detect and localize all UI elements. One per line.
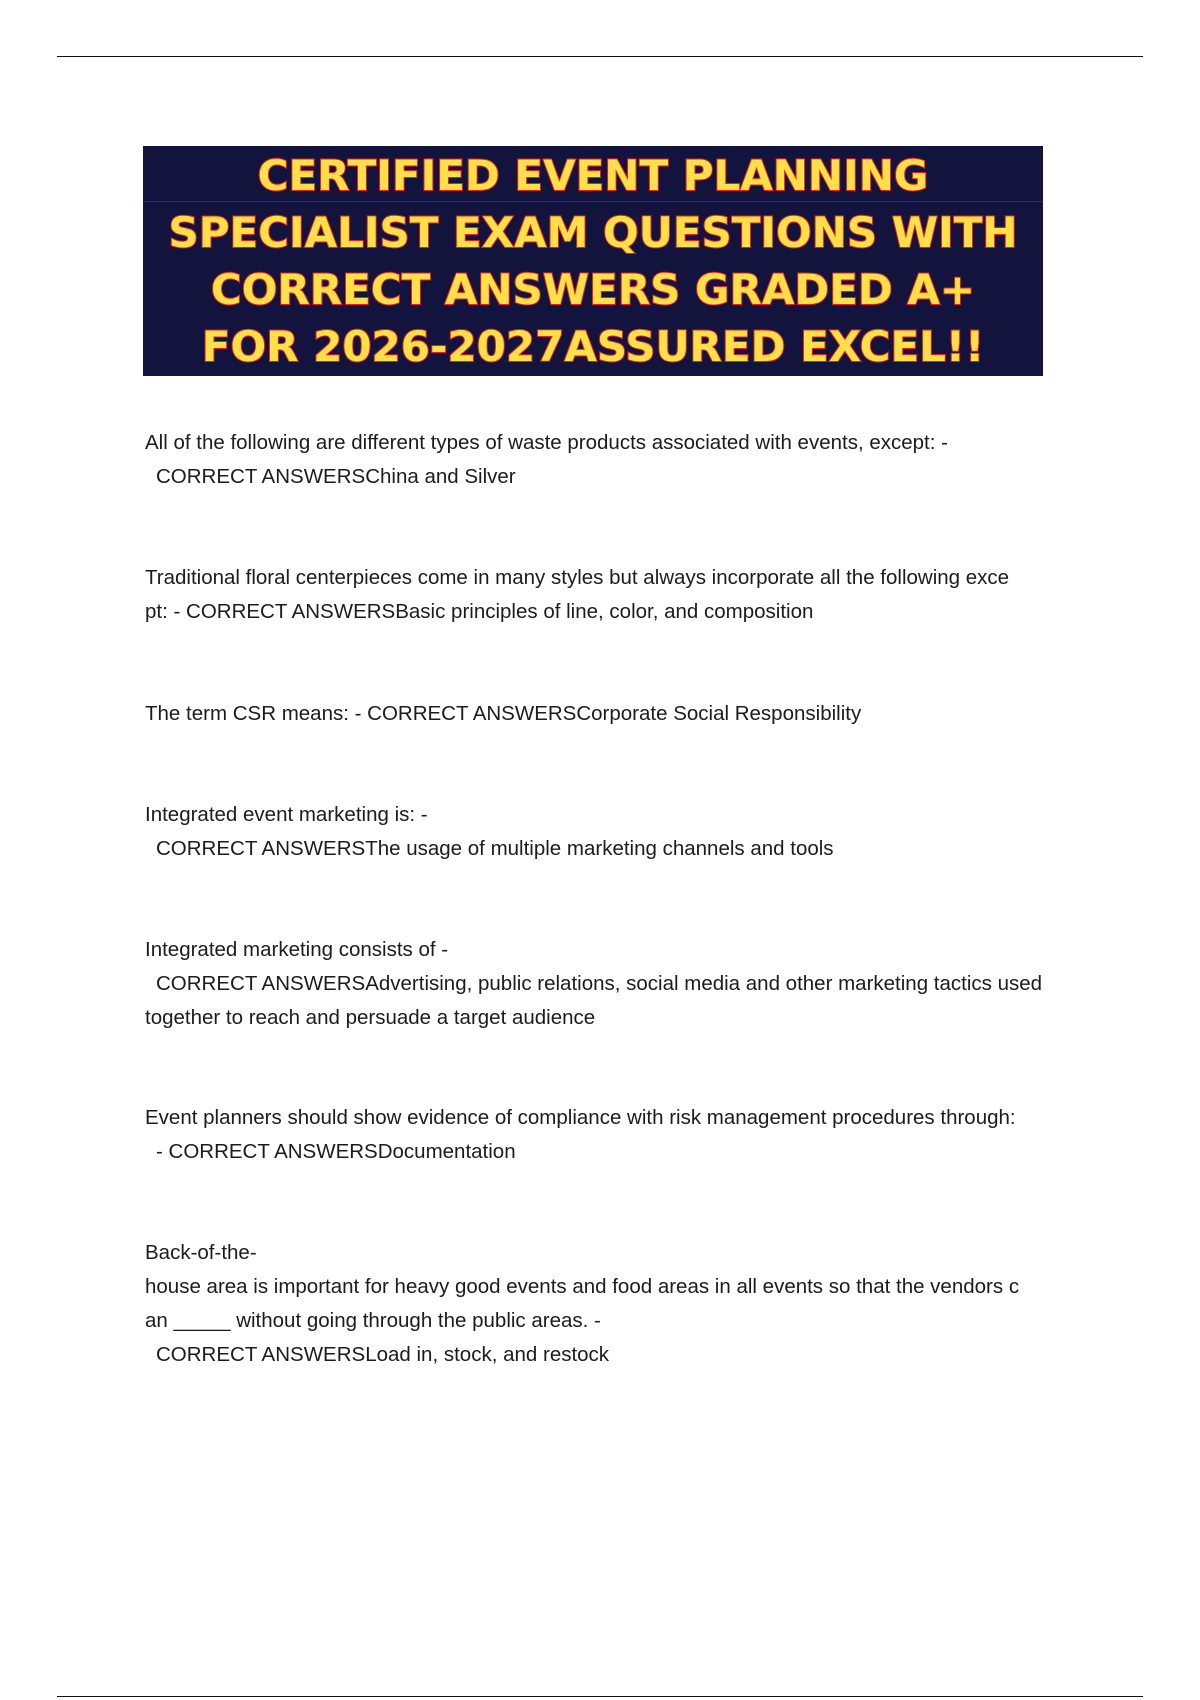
question-continuation: an _____ without going through the public areas. - [145, 1309, 601, 1332]
question-block-4 [145, 798, 1095, 866]
question-answer-text: The term CSR means: - CORRECT ANSWERSCorporate Social Responsibility [145, 702, 862, 725]
banner-title-line-4: FOR 2026-2027ASSURED EXCEL!! [201, 322, 985, 371]
banner-title-line-2: SPECIALIST EXAM QUESTIONS WITH [168, 208, 1018, 257]
answer-text: CORRECT ANSWERSLoad in, stock, and restock [156, 1343, 610, 1366]
title-banner [143, 146, 1043, 376]
banner-divider [143, 201, 1043, 202]
question-text: Integrated marketing consists of - [145, 938, 449, 961]
answer-text: CORRECT ANSWERSChina and Silver [156, 465, 516, 488]
question-text: Event planners should show evidence of compliance with risk management procedures through: [145, 1106, 1016, 1129]
banner-title-line-3: CORRECT ANSWERS GRADED A+ [210, 265, 976, 314]
question-text: Back-of-the- [145, 1241, 257, 1264]
question-block-6 [145, 1101, 1095, 1169]
banner-title-line-1: CERTIFIED EVENT PLANNING [257, 151, 929, 200]
header-rule [57, 56, 1143, 57]
question-continuation: house area is important for heavy good events and food areas in all events so that the vendors c [145, 1275, 1020, 1298]
answer-text: CORRECT ANSWERSThe usage of multiple marketing channels and tools [156, 837, 834, 860]
question-block-5 [145, 933, 1095, 1035]
question-block-7 [145, 1236, 1095, 1372]
question-text: Integrated event marketing is: - [145, 803, 428, 826]
answer-text: - CORRECT ANSWERSDocumentation [156, 1140, 516, 1163]
question-text: All of the following are different types of waste products associated with events, except: - [145, 431, 948, 454]
answer-text: pt: - CORRECT ANSWERSBasic principles of line, color, and composition [145, 600, 814, 623]
footer-rule [57, 1696, 1143, 1697]
answer-text: CORRECT ANSWERSAdvertising, public relations, social media and other marketing tactics used [156, 972, 1043, 995]
answer-continuation: together to reach and persuade a target audience [145, 1006, 596, 1029]
question-text: Traditional floral centerpieces come in many styles but always incorporate all the following exce [145, 566, 1010, 589]
question-block-3 [145, 697, 1095, 731]
question-block-2 [145, 561, 1095, 629]
question-block-1 [145, 426, 1095, 494]
